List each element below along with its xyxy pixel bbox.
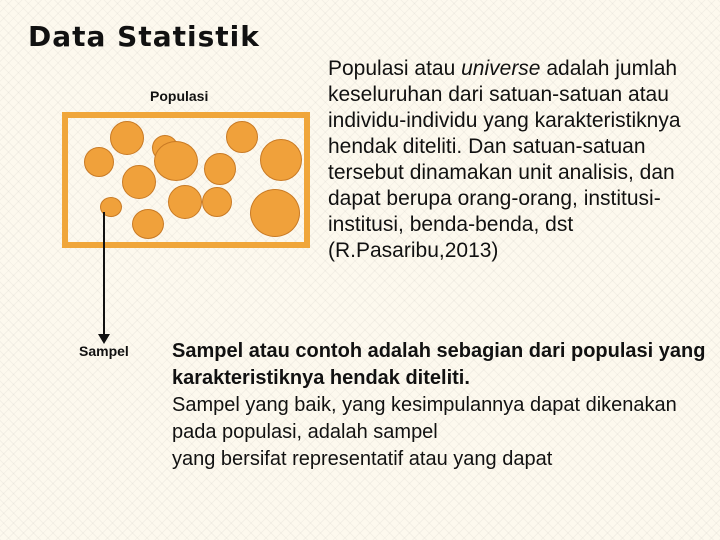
population-dot xyxy=(226,121,258,153)
population-dot xyxy=(122,165,156,199)
sampel-diagram-label: Sampel xyxy=(79,343,129,359)
population-dot xyxy=(154,141,198,181)
populasi-definition-text: . Dan satuan-satuan tersebut dinamakan unit analisis, dan dapat berupa orang-orang, institusi-institusi, benda-benda, dst (R.Pasaribu,2013) xyxy=(328,135,675,262)
population-dot xyxy=(168,185,202,219)
sampel-definition xyxy=(172,338,712,473)
population-dot xyxy=(250,189,300,237)
sampel-definition-line: yang bersifat representatif atau yang dapat xyxy=(172,448,553,470)
populasi-diagram-label: Populasi xyxy=(150,88,209,104)
population-dot xyxy=(110,121,144,155)
populasi-definition xyxy=(328,56,708,264)
population-dot xyxy=(84,147,114,177)
populasi-definition-italic: universe xyxy=(461,57,541,80)
sampling-arrow xyxy=(103,212,105,336)
populasi-definition-text: adalah jumlah keseluruhan dari satuan-satuan atau individu-individu yang karakteristiknya hendak diteliti xyxy=(328,57,681,158)
populasi-box xyxy=(62,112,310,248)
slide-title: Data Statistik xyxy=(28,20,260,53)
population-dot xyxy=(204,153,236,185)
populasi-definition-text: Populasi atau xyxy=(328,57,462,80)
population-dot xyxy=(260,139,302,181)
sampel-definition-bold: Sampel atau contoh adalah sebagian dari populasi yang karakteristiknya hendak diteliti. xyxy=(172,340,706,389)
population-dot xyxy=(202,187,232,217)
population-dot xyxy=(132,209,164,239)
sampel-definition-line: Sampel yang baik, yang kesimpulannya dapat dikenakan pada populasi, adalah sampel xyxy=(172,394,677,443)
